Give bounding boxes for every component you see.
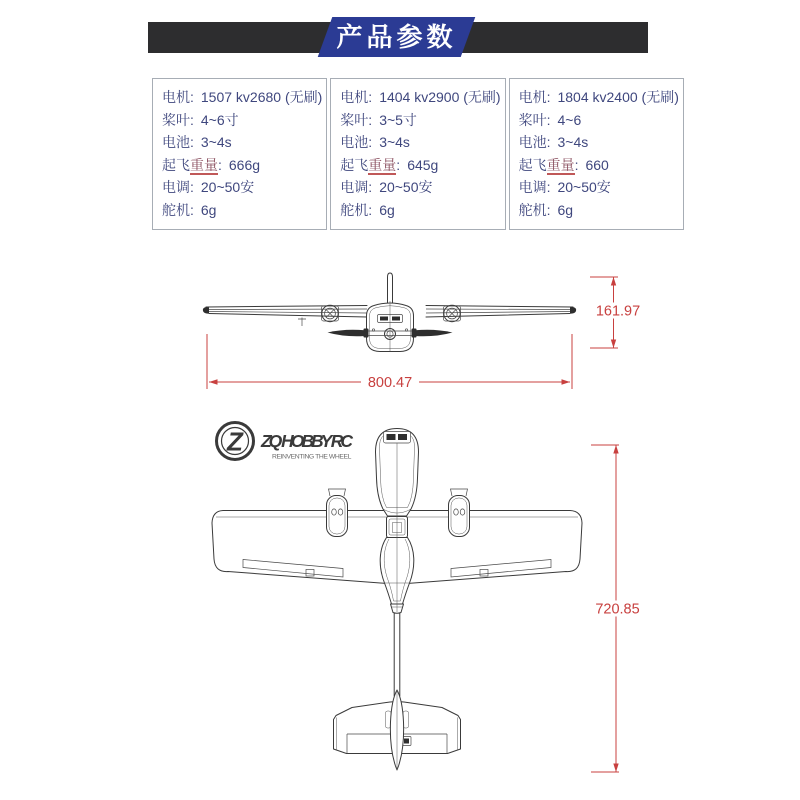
spec-value: 3~5寸 — [379, 111, 417, 128]
spec-separator: : — [546, 111, 551, 128]
spec-row — [340, 176, 500, 199]
spec-label: 电机 — [162, 89, 190, 105]
spec-label: 起飞重量 — [518, 156, 575, 173]
top-height-label: 720.85 — [595, 601, 640, 618]
logo-monogram: Z — [227, 426, 243, 457]
spec-label: 电机 — [518, 89, 547, 105]
top-height-dimension — [591, 445, 641, 772]
spec-label: 电池 — [340, 134, 369, 151]
spec-separator: : — [190, 111, 194, 128]
spec-label: 舵机 — [518, 201, 547, 218]
spec-separator: : — [190, 179, 194, 196]
spec-table — [152, 78, 327, 230]
spec-separator: : — [396, 156, 401, 173]
left-wingtip — [203, 307, 209, 314]
spec-label: 电池 — [518, 134, 547, 151]
spec-table — [509, 78, 684, 230]
spec-separator: : — [368, 89, 373, 105]
pitot-tube — [298, 318, 306, 327]
spec-separator: : — [546, 179, 551, 196]
spec-value: 645g — [407, 156, 439, 173]
spec-value: 1507 kv2680 (无刷) — [200, 89, 323, 105]
spec-value: 1404 kv2900 (无刷) — [379, 89, 501, 105]
spec-value: 3~4s — [200, 134, 232, 151]
spec-value: 20~50安 — [200, 179, 255, 196]
spec-value: 660 — [585, 156, 609, 173]
brand-logo — [217, 423, 354, 461]
right-wingtip — [570, 307, 576, 314]
spec-row — [340, 109, 500, 132]
spec-row — [162, 86, 322, 109]
spec-separator: : — [574, 156, 579, 173]
front-width-label: 800.47 — [367, 375, 413, 391]
spec-value: 20~50安 — [379, 179, 433, 196]
spec-separator: : — [546, 89, 551, 105]
logo-tagline: REINVENTING THE WHEEL — [272, 453, 352, 461]
spec-separator: : — [368, 111, 373, 128]
spec-value: 6g — [200, 201, 217, 218]
left-motor-pod — [322, 305, 339, 321]
spec-label: 舵机 — [340, 201, 369, 218]
spec-separator: : — [546, 134, 551, 151]
spec-value: 666g — [228, 156, 261, 173]
front-view-drawing — [150, 258, 670, 403]
fuselage-front — [367, 301, 414, 352]
airplane-front-view — [203, 273, 576, 352]
vertical-fin — [388, 273, 393, 304]
spec-table — [330, 78, 505, 230]
spec-row — [519, 154, 679, 177]
spec-row — [340, 154, 500, 177]
spec-row — [162, 176, 322, 199]
spec-value: 4~6寸 — [200, 111, 239, 128]
spec-separator: : — [368, 134, 373, 151]
spec-separator: : — [190, 89, 194, 105]
spec-separator: : — [190, 134, 194, 151]
top-view-drawing — [150, 413, 670, 800]
spec-row — [519, 199, 679, 222]
spec-label: 电调 — [340, 179, 369, 196]
page-title: 产品参数 — [336, 22, 457, 52]
spec-value: 4~6 — [557, 111, 582, 128]
airplane-top-view — [212, 426, 582, 771]
spec-row — [340, 199, 500, 222]
right-motor-pod — [444, 305, 461, 321]
spec-value: 6g — [379, 201, 395, 218]
spec-row — [162, 199, 322, 222]
spec-separator: : — [368, 179, 373, 196]
spec-row — [519, 109, 679, 132]
spec-label: 舵机 — [162, 201, 190, 218]
spec-label: 电调 — [162, 179, 190, 196]
spec-label: 电机 — [340, 89, 369, 105]
spec-row — [519, 131, 679, 154]
spec-row — [519, 86, 679, 109]
spec-separator: : — [190, 201, 194, 218]
spec-label: 起飞重量 — [340, 156, 397, 173]
spec-row — [162, 131, 322, 154]
spec-row — [340, 86, 500, 109]
spec-label: 电调 — [518, 179, 547, 196]
front-height-dimension — [590, 277, 641, 348]
spec-row — [519, 176, 679, 199]
spec-value: 3~4s — [557, 134, 589, 151]
right-wing-pod — [449, 489, 470, 537]
tail-boom — [394, 614, 400, 697]
spec-label: 起飞重量 — [162, 156, 218, 173]
spec-label: 电池 — [162, 134, 190, 151]
front-height-label: 161.97 — [595, 303, 641, 320]
tail-assembly — [334, 690, 461, 770]
spec-value: 1804 kv2400 (无刷) — [557, 89, 679, 105]
spec-separator: : — [368, 201, 373, 218]
spec-separator: : — [546, 201, 551, 218]
spec-value: 6g — [557, 201, 574, 218]
spec-row — [162, 154, 322, 177]
left-wing-pod — [327, 489, 348, 537]
spec-value: 3~4s — [379, 134, 410, 151]
spec-row — [340, 131, 500, 154]
spec-separator: : — [218, 156, 222, 173]
spec-label: 桨叶 — [518, 111, 547, 128]
spec-tables — [152, 78, 679, 230]
logo-name: ZQ HOBBY RC — [261, 431, 353, 451]
spec-label: 桨叶 — [340, 111, 369, 128]
spec-label: 桨叶 — [162, 111, 190, 128]
header-badge — [318, 17, 476, 57]
spec-row — [162, 109, 322, 132]
spec-value: 20~50安 — [557, 179, 611, 196]
